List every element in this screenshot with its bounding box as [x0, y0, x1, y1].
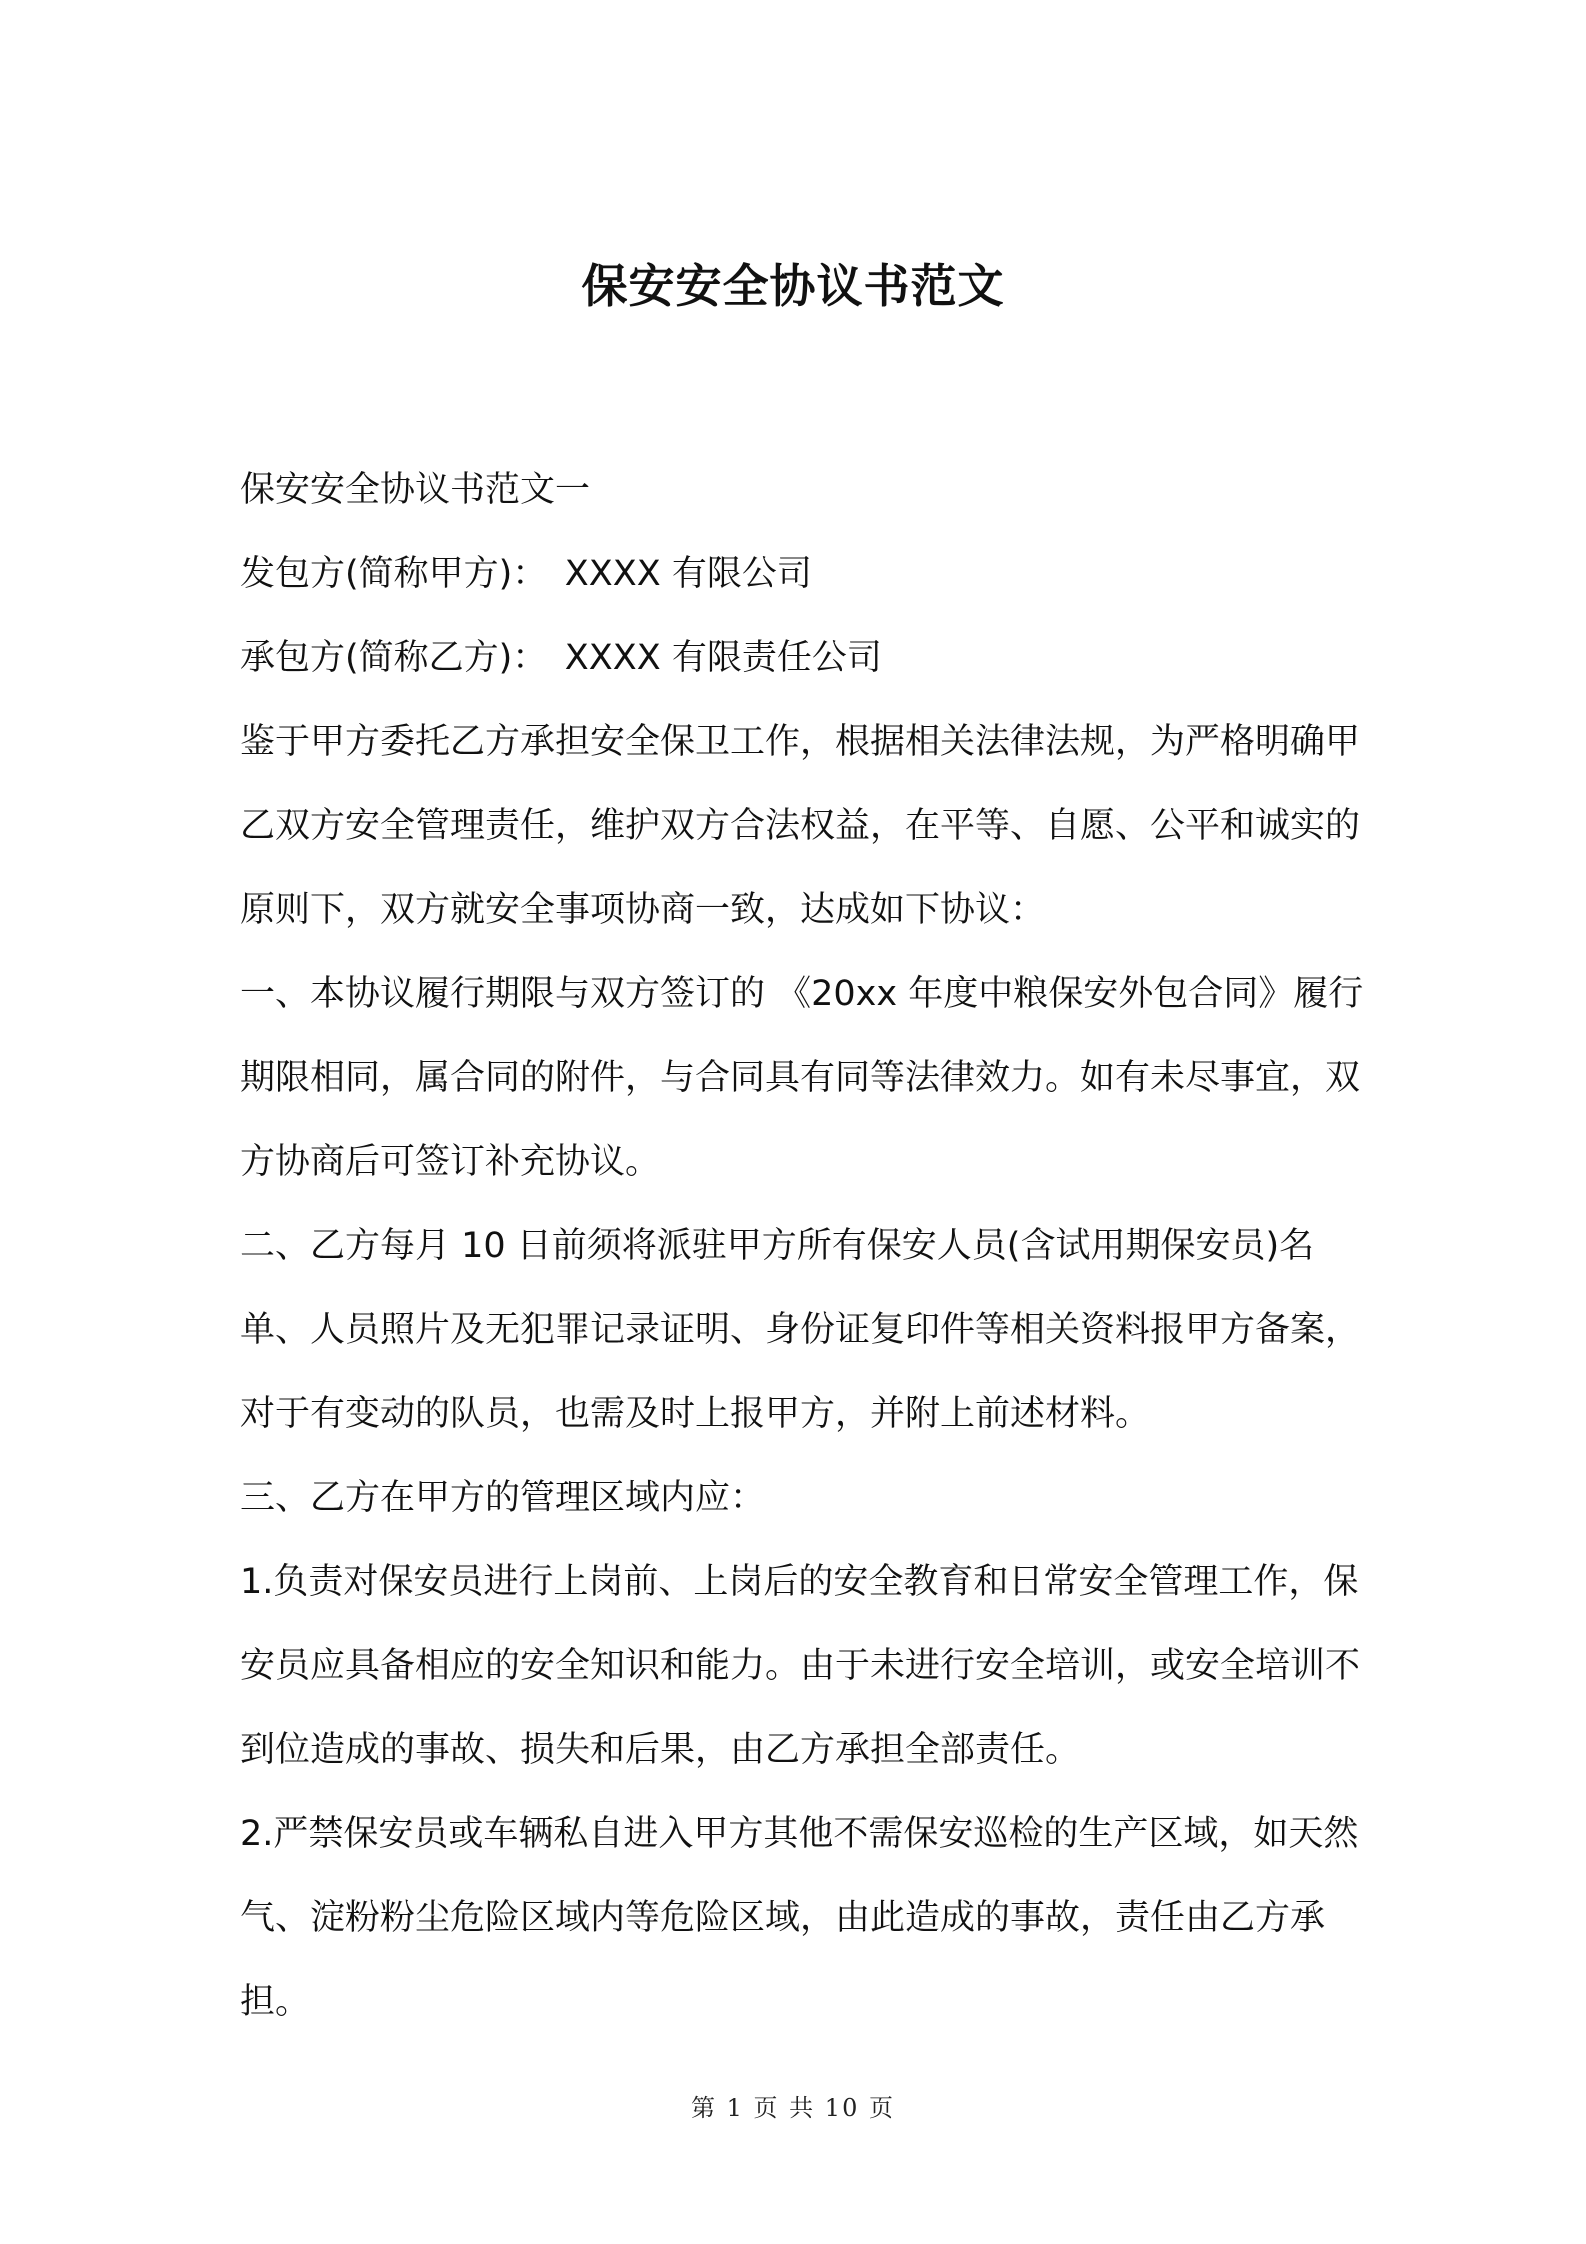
clause-three-heading: 三、乙方在甲方的管理区域内应：: [240, 1478, 766, 1518]
document-body: [240, 448, 1370, 2044]
page-footer: 第 1 页 共 10 页: [691, 2094, 895, 2122]
section-heading: 保安安全协议书范文一: [240, 470, 591, 510]
preamble-paragraph: 鉴于甲方委托乙方承担安全保卫工作，根据相关法律法规，为严格明确甲乙双方安全管理责任，维护双方合法权益，在平等、自愿、公平和诚实的原则下，双方就安全事项协商一致，达成如下协议：: [240, 722, 1361, 930]
clause-one-paragraph: 一、本协议履行期限与双方签订的 《20xx 年度中粮保安外包合同》履行期限相同，属合同的附件，与合同具有同等法律效力。如有未尽事宜，双方协商后可签订补充协议。: [240, 974, 1364, 1182]
clause-two-paragraph: 二、乙方每月 10 日前须将派驻甲方所有保安人员(含试用期保安员)名单、人员照片及无犯罪记录证明、身份证复印件等相关资料报甲方备案，对于有变动的队员，也需及时上报甲方，并附上前述材料。: [240, 1226, 1361, 1434]
clause-three-item-2: 2.严禁保安员或车辆私自进入甲方其他不需保安巡检的生产区域，如天然气、淀粉粉尘危险区域内等危险区域，由此造成的事故，责任由乙方承担。: [240, 1814, 1359, 2022]
party-b-line: 承包方(简称乙方)： XXXX 有限责任公司: [240, 638, 882, 678]
page-title: 保安安全协议书范文: [581, 259, 1005, 313]
clause-three-item-1: 1.负责对保安员进行上岗前、上岗后的安全教育和日常安全管理工作，保安员应具备相应的安全知识和能力。由于未进行安全培训，或安全培训不到位造成的事故、损失和后果，由乙方承担全部责任。: [240, 1562, 1361, 1770]
party-a-line: 发包方(简称甲方)： XXXX 有限公司: [240, 554, 812, 594]
